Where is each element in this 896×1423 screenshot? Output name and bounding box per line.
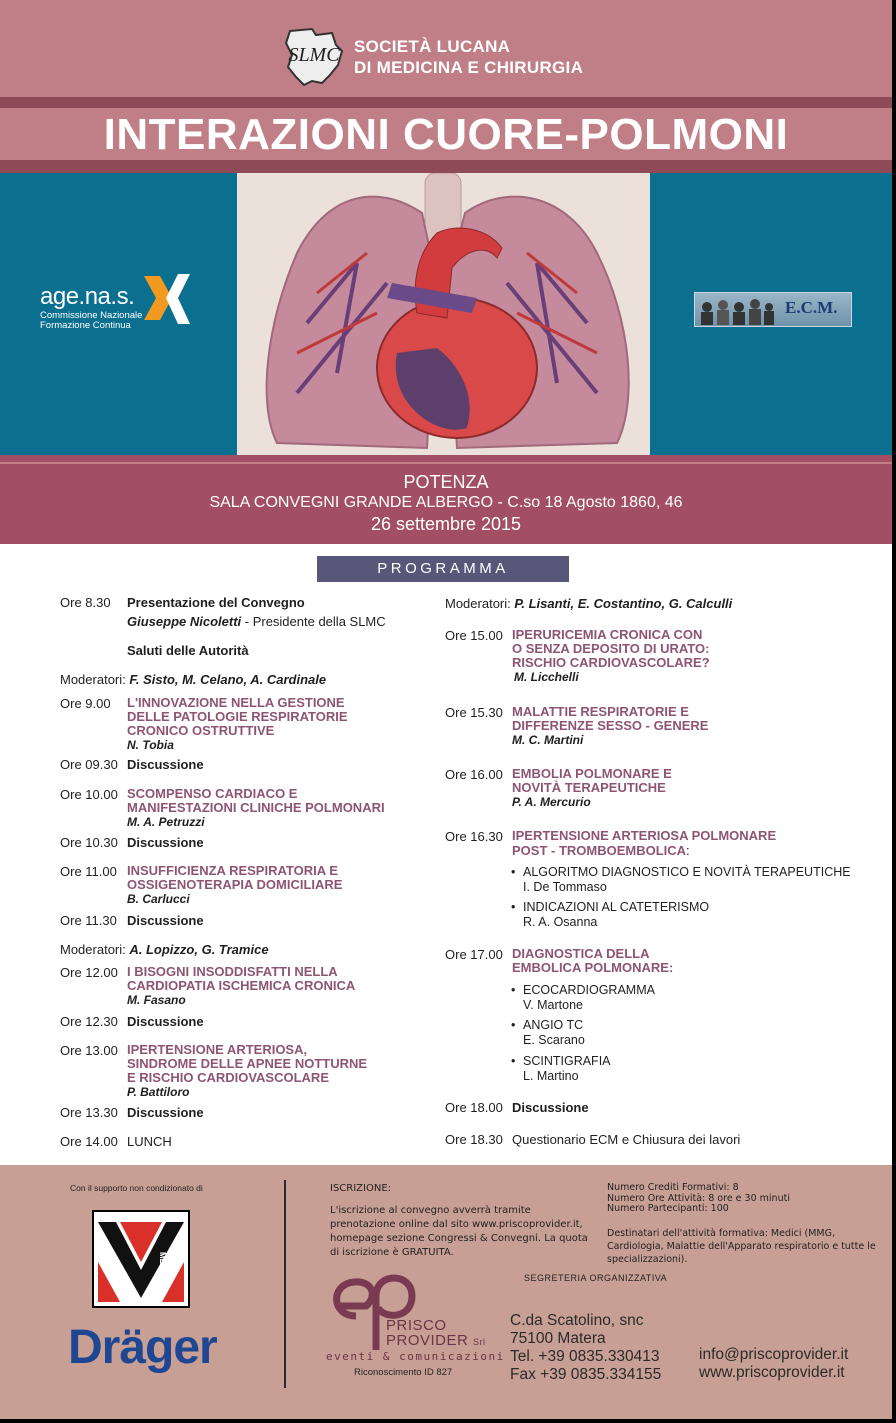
society-name bbox=[354, 36, 583, 78]
prisco-provider-name bbox=[386, 1318, 486, 1350]
agenas-subtitle bbox=[40, 311, 142, 331]
item-time: Ore 12.00 bbox=[60, 965, 118, 980]
agenas-sub-line2: Formazione Continua bbox=[40, 320, 131, 331]
greetings: Saluti delle Autorità bbox=[127, 643, 249, 658]
speaker-name: M. A. Petruzzi bbox=[127, 815, 205, 829]
bullet-icon: • bbox=[511, 983, 516, 997]
program-speaker-line bbox=[127, 614, 386, 629]
topic-line: POST - TROMBOEMBOLICA bbox=[512, 843, 687, 858]
moderators-names: F. Sisto, M. Celano, A. Cardinale bbox=[129, 672, 327, 687]
speaker-name: B. Carlucci bbox=[127, 892, 190, 906]
event-title: INTERAZIONI CUORE-POLMONI bbox=[103, 110, 789, 159]
website-link[interactable]: www.priscoprovider.it bbox=[699, 1364, 845, 1381]
sub-topic-speaker: I. De Tommaso bbox=[523, 880, 607, 894]
bullet-icon: • bbox=[511, 900, 516, 914]
menarini-text: MENARINI bbox=[158, 1252, 167, 1292]
topic-line: INSUFFICIENZA RESPIRATORIA E bbox=[127, 863, 338, 878]
topic-line: EMBOLICA POLMONARE: bbox=[512, 960, 674, 975]
topic-line: IPERTENSIONE ARTERIOSA, bbox=[127, 1042, 308, 1057]
topic-line: DIFFERENZE SESSO - GENERE bbox=[512, 718, 709, 733]
address-city: 75100 Matera bbox=[510, 1330, 606, 1347]
topic-line: CARDIOPATIA ISCHEMICA CRONICA bbox=[127, 978, 356, 993]
sub-topic-speaker: R. A. Osanna bbox=[523, 915, 598, 929]
bullet-icon: • bbox=[511, 865, 516, 879]
item-title: LUNCH bbox=[127, 1134, 172, 1149]
sub-topic bbox=[511, 1054, 611, 1084]
sub-topic-speaker: V. Martone bbox=[523, 998, 583, 1012]
item-time: Ore 9.00 bbox=[60, 696, 111, 711]
moderators-label: Moderatori: bbox=[60, 672, 130, 687]
item-time: Ore 15.30 bbox=[445, 705, 503, 720]
prisco-name-line1: PRISCO bbox=[386, 1317, 447, 1334]
sub-topic-speaker: L. Martino bbox=[523, 1069, 579, 1083]
item-time: Ore 8.30 bbox=[60, 595, 111, 610]
speaker-name: P. Battiloro bbox=[127, 1085, 190, 1099]
sponsor-note: Con il supporto non condizionato di bbox=[70, 1183, 203, 1193]
item-time: Ore 15.00 bbox=[445, 628, 503, 643]
sub-topic bbox=[511, 983, 655, 1013]
item-time: Ore 13.00 bbox=[60, 1043, 118, 1058]
moderators bbox=[60, 942, 269, 957]
item-time: Ore 14.00 bbox=[60, 1134, 118, 1149]
society-name-line2: DI MEDICINA E CHIRURGIA bbox=[354, 58, 584, 77]
item-time: Ore 18.30 bbox=[445, 1132, 503, 1147]
prisco-srl: Srl bbox=[473, 1337, 486, 1347]
topic-line: E RISCHIO CARDIOVASCOLARE bbox=[127, 1070, 329, 1085]
item-time: Ore 16.00 bbox=[445, 767, 503, 782]
menarini-logo-icon bbox=[94, 1212, 188, 1306]
item-time: Ore 10.00 bbox=[60, 787, 118, 802]
sub-topic bbox=[511, 865, 851, 895]
item-title: Presentazione del Convegno bbox=[127, 595, 305, 610]
topic-line: IPERTENSIONE ARTERIOSA POLMONARE bbox=[512, 828, 777, 843]
sub-topic-title: INDICAZIONI AL CATETERISMO bbox=[523, 900, 710, 914]
item-time: Ore 17.00 bbox=[445, 947, 503, 962]
topic-line: CRONICO OSTRUTTIVE bbox=[127, 723, 275, 738]
speaker-name: M. Licchelli bbox=[514, 670, 579, 684]
email-link[interactable]: info@priscoprovider.it bbox=[699, 1346, 849, 1363]
slmc-logo-text: SLMC bbox=[288, 44, 340, 66]
item-title: Discussione bbox=[512, 1100, 589, 1115]
menarini-logo bbox=[92, 1210, 190, 1308]
organizer-contacts bbox=[699, 1346, 848, 1382]
address-street: C.da Scatolino, snc bbox=[510, 1312, 644, 1329]
speaker-name: M. Fasano bbox=[127, 993, 186, 1007]
topic-line: SCOMPENSO CARDIACO E bbox=[127, 786, 298, 801]
item-title: Discussione bbox=[127, 1014, 204, 1029]
agenas-mark-icon bbox=[138, 270, 196, 328]
item-time: Ore 13.30 bbox=[60, 1105, 118, 1120]
speaker-role: - Presidente della SLMC bbox=[241, 614, 386, 629]
sub-topic-title: SCINTIGRAFIA bbox=[523, 1054, 611, 1068]
moderators-names: A. Lopizzo, G. Tramice bbox=[129, 942, 269, 957]
society-name-line1: SOCIETÀ LUCANA bbox=[354, 37, 511, 56]
item-time: Ore 11.30 bbox=[60, 913, 117, 928]
heart-lungs-illustration bbox=[237, 173, 650, 455]
topic-line: DIAGNOSTICA DELLA bbox=[512, 946, 650, 961]
event-credits bbox=[607, 1183, 877, 1215]
item-title: Discussione bbox=[127, 835, 204, 850]
topic-line: MALATTIE RESPIRATORIE E bbox=[512, 704, 689, 719]
fax-number: Fax +39 0835.334155 bbox=[510, 1366, 662, 1383]
speaker-name: M. C. Martini bbox=[512, 733, 584, 747]
footer-divider bbox=[284, 1180, 286, 1388]
item-time: Ore 10.30 bbox=[60, 835, 118, 850]
event-city: POTENZA bbox=[403, 472, 489, 492]
item-time: Ore 09.30 bbox=[60, 757, 118, 772]
bullet-icon: • bbox=[511, 1018, 516, 1032]
header-divider bbox=[0, 97, 892, 108]
target-audience: Destinatari dell'attività formativa: Medici (MMG, Cardiologia, Malattie dell'Apparato respiratorio e tutte le specializzazioni). bbox=[607, 1228, 876, 1265]
organizer-address bbox=[510, 1312, 661, 1384]
sub-topic bbox=[511, 1018, 585, 1048]
slmc-logo-icon bbox=[282, 25, 346, 87]
topic-line: MANIFESTAZIONI CLINICHE POLMONARI bbox=[127, 800, 385, 815]
title-divider bbox=[0, 160, 892, 173]
prisco-tagline: eventi & comunicazioni bbox=[326, 1350, 505, 1363]
topic-line: NOVITÀ TERAPEUTICHE bbox=[512, 780, 666, 795]
item-title: Questionario ECM e Chiusura dei lavori bbox=[512, 1132, 741, 1147]
moderators-names: P. Lisanti, E. Costantino, G. Calculli bbox=[514, 596, 733, 611]
item-time: Ore 11.00 bbox=[60, 864, 117, 879]
agenas-logo-text: age.na.s. bbox=[40, 283, 135, 310]
sub-topic-title: ANGIO TC bbox=[523, 1018, 584, 1032]
organizer-heading: SEGRETERIA ORGANIZZATIVA bbox=[524, 1273, 668, 1283]
phone-number: Tel. +39 0835.330413 bbox=[510, 1348, 660, 1365]
activity-hours: Numero Ore Attività: 8 ore e 30 minuti bbox=[607, 1192, 790, 1204]
bullet-icon: • bbox=[511, 1054, 516, 1068]
sub-topic bbox=[511, 900, 710, 930]
moderators bbox=[60, 672, 326, 687]
item-time: Ore 12.30 bbox=[60, 1014, 118, 1029]
item-title: Discussione bbox=[127, 1105, 204, 1120]
speaker-name: Giuseppe Nicoletti bbox=[127, 614, 242, 629]
prisco-name-line2: PROVIDER bbox=[386, 1332, 469, 1349]
topic-line: SINDROME DELLE APNEE NOTTURNE bbox=[127, 1056, 368, 1071]
program-heading: PROGRAMMA bbox=[317, 556, 569, 582]
event-date: 26 settembre 2015 bbox=[370, 514, 522, 534]
topic-line: IPERURICEMIA CRONICA CON bbox=[512, 627, 703, 642]
sub-topic-speaker: E. Scarano bbox=[523, 1033, 585, 1047]
location-divider bbox=[0, 462, 892, 464]
prisco-accreditation: Riconoscimento ID 827 bbox=[354, 1367, 453, 1378]
registration-title: ISCRIZIONE: bbox=[330, 1183, 392, 1194]
topic-line: DELLE PATOLOGIE RESPIRATORIE bbox=[127, 709, 348, 724]
topic-line: O SENZA DEPOSITO DI URATO: bbox=[512, 641, 710, 656]
drager-logo: Dräger bbox=[68, 1321, 217, 1374]
item-time: Ore 16.30 bbox=[445, 829, 503, 844]
credits-count: Numero Crediti Formativi: 8 bbox=[607, 1182, 739, 1193]
topic-line: OSSIGENOTERAPIA DOMICILIARE bbox=[127, 877, 343, 892]
sub-topic-title: ALGORITMO DIAGNOSTICO E NOVITÀ TERAPEUTICHE bbox=[523, 865, 851, 879]
event-venue: SALA CONVEGNI GRANDE ALBERGO - C.so 18 Agosto 1860, 46 bbox=[209, 494, 683, 511]
ecm-logo bbox=[694, 292, 852, 327]
heart-lungs-icon bbox=[237, 173, 650, 455]
sub-topic-title: ECOCARDIOGRAMMA bbox=[523, 983, 655, 997]
item-title: Discussione bbox=[127, 913, 204, 928]
ecm-label: E.C.M. bbox=[785, 298, 838, 317]
moderators-label: Moderatori: bbox=[60, 942, 130, 957]
speaker-name: N. Tobia bbox=[127, 738, 174, 752]
participants-count: Numero Partecipanti: 100 bbox=[607, 1203, 729, 1214]
agenas-sub-line1: Commissione Nazionale bbox=[40, 310, 143, 321]
registration-text: L'iscrizione al convegno avverrà tramite prenotazione online dal sito www.priscoprovider.it, homepage sezione Congressi & Convegni. La quota di iscrizione è GRATUITA. bbox=[330, 1205, 588, 1258]
topic-line: RISCHIO CARDIOVASCOLARE? bbox=[512, 655, 710, 670]
topic-line: I BISOGNI INSODDISFATTI NELLA bbox=[127, 964, 338, 979]
moderators-label: Moderatori: bbox=[445, 596, 515, 611]
topic-colon: : bbox=[686, 843, 690, 858]
topic-line: EMBOLIA POLMONARE E bbox=[512, 766, 672, 781]
ecm-people-icon bbox=[697, 295, 775, 325]
moderators bbox=[445, 596, 732, 611]
topic-line: L'INNOVAZIONE NELLA GESTIONE bbox=[127, 695, 345, 710]
item-title: Discussione bbox=[127, 757, 204, 772]
item-time: Ore 18.00 bbox=[445, 1100, 503, 1115]
speaker-name: P. A. Mercurio bbox=[512, 795, 591, 809]
